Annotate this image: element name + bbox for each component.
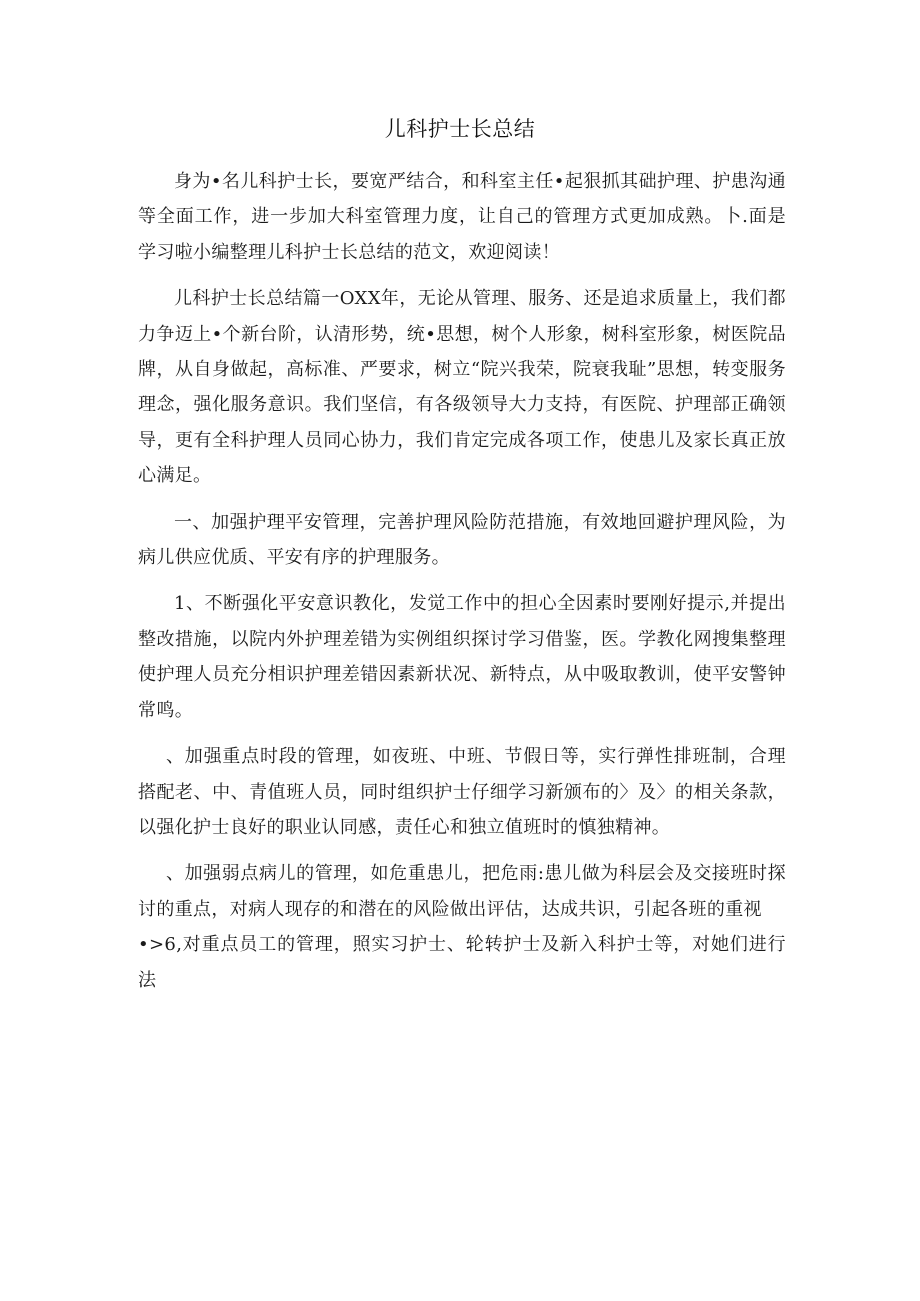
paragraph-item-three: 、加强弱点病儿的管理，如危重患儿，把危雨:患儿做为科层会及交接班时探讨的重点，对病人现存的和潜在的风险做出评估，达成共识，引起各班的重视 bbox=[138, 863, 786, 920]
paragraph-item-four: •>6,对重点员工的管理，照实习护士、轮转护士及新入科护士等，对她们进行法 bbox=[138, 934, 786, 991]
document-title: 儿科护士长总结 bbox=[384, 117, 536, 141]
document-body bbox=[138, 164, 786, 998]
paragraph-intro: 身为•名儿科护士长，要宽严结合，和科室主任•起狠抓其础护理、护患沟通等全面工作，进一步加大科室管理力度，让自己的管理方式更加成熟。卜.面是学习啦小编整理儿科护士长总结的范文，欢迎阅读！ bbox=[138, 171, 786, 263]
paragraph-section-one-heading: 一、加强护理平安管理，完善护理风险防范措施，有效地回避护理风险，为病儿供应优质、平安有序的护理服务。 bbox=[138, 511, 786, 569]
paragraph-summary-one: 儿科护士长总结篇一OXX年，无论从管理、服务、还是追求质量上，我们都力争迈上•个新台阶，认清形势，统•思想，树个人形象，树科室形象，树医院品牌，从自身做起，高标准、严要求，树立“院兴我荣，院衰我耻”思想，转变服务理念，强化服务意识。我们坚信，有各级领导大力支持，有医院、护理部正确领导，更有全科护理人员同心协力，我们肯定完成各项工作，使患儿及家长真正放心满足。 bbox=[138, 288, 786, 487]
paragraph-item-two: 、加强重点时段的管理，如夜班、中班、节假日等，实行弹性排班制，合理搭配老、中、青值班人员，同时组织护士仔细学习新颁布的〉及〉的相关条款，以强化护士良好的职业认同感，责任心和独立值班时的慎独精神。 bbox=[138, 746, 786, 838]
paragraph-item-one: 1、不断强化平安意识教化，发觉工作中的担心全因素时要刚好提示,并提出整改措施，以院内外护理差错为实例组织探讨学习借鉴，医。学教化网搜集整理使护理人员充分相识护理差错因素新状况、新特点，从中吸取教训，使平安警钟常鸣。 bbox=[138, 593, 786, 721]
